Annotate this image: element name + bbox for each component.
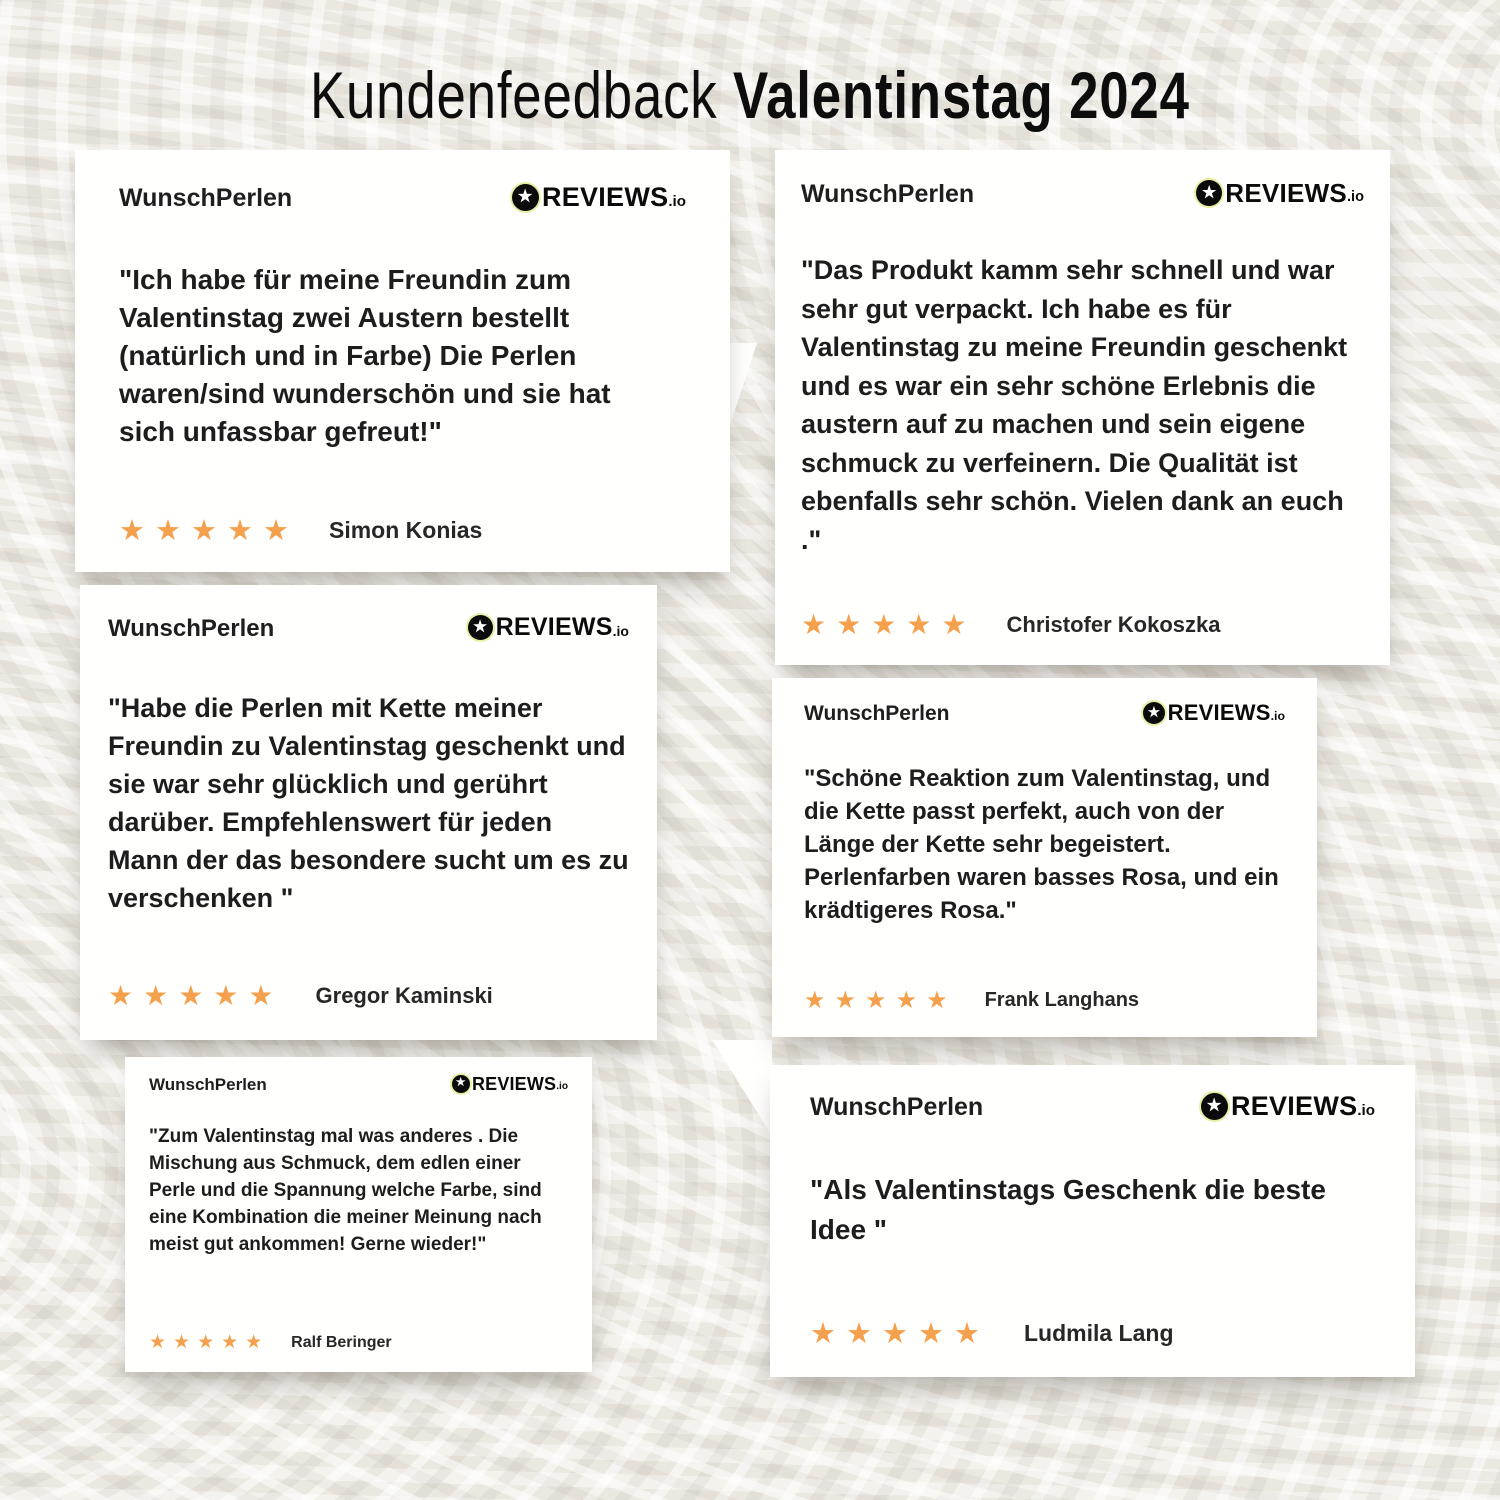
reviews-io-star-icon: ★ (1196, 180, 1222, 206)
reviews-io-star-icon: ★ (512, 184, 539, 211)
card-footer (119, 513, 482, 548)
reviews-io-logo (468, 615, 629, 640)
review-card (770, 1065, 1415, 1377)
card-footer (108, 979, 493, 1012)
card-header (810, 1093, 1375, 1122)
brand-name: WunschPerlen (810, 1093, 984, 1121)
reviews-io-wordmark: REVIEWS (541, 182, 669, 212)
reviews-io-star-icon: ★ (468, 615, 493, 640)
card-header (801, 180, 1364, 209)
review-card (80, 585, 657, 1040)
review-card (775, 150, 1390, 665)
reviewer-name: Christofer Kokoszka (1006, 611, 1221, 637)
star-rating: ★★★★★ (108, 980, 284, 1011)
reviews-io-tld: .io (668, 193, 686, 211)
page-title-bold: Valentinstag 2024 (733, 58, 1190, 133)
review-card (772, 678, 1317, 1037)
star-rating: ★★★★★ (810, 1318, 990, 1350)
reviews-io-logo (1196, 180, 1364, 206)
brand-name: WunschPerlen (804, 702, 950, 725)
brand-name: WunschPerlen (108, 615, 275, 642)
star-rating: ★★★★★ (119, 515, 299, 547)
reviews-io-wordmark: REVIEWS (1167, 700, 1271, 725)
card-footer (810, 1316, 1174, 1351)
review-text: "Zum Valentinstag mal was anderes . Die Mischung aus Schmuck, dem edlen einer Perle und die Spannung welche Farbe, sind eine Kombination die meiner Meinung nach meist gut ankommen! Gerne wieder!" (149, 1126, 542, 1255)
review-text: "Ich habe für meine Freundin zum Valentinstag zwei Austern bestellt (natürlich und in Farbe) Die Perlen waren/sind wunderschön und sie hat sich unfassbar gefreut!" (119, 264, 611, 447)
reviewer-name: Gregor Kaminski (315, 982, 493, 1008)
review-text: "Schöne Reaktion zum Valentinstag, und die Kette passt perfekt, auch von der Länge der Kette sehr begeistert. Perlenfarben waren basses Rosa, und ein krädtigeres Rosa." (804, 765, 1279, 924)
brand-name: WunschPerlen (801, 180, 975, 208)
page-title-normal: Kundenfeedback (310, 58, 734, 133)
bubble-tail (712, 1040, 772, 1136)
reviewer-name: Ludmila Lang (1024, 1320, 1174, 1346)
reviews-io-logo (1143, 702, 1285, 724)
reviews-io-tld: .io (556, 1080, 568, 1092)
reviewer-name: Ralf Beringer (291, 1333, 392, 1351)
review-text: "Habe die Perlen mit Kette meiner Freundin zu Valentinstag geschenkt und sie war sehr glücklich und gerührt darüber. Empfehlenswert für jeden Mann der das besondere sucht um es zu verschenken " (108, 693, 629, 913)
reviews-io-star-icon: ★ (1143, 702, 1165, 724)
card-header (119, 184, 686, 213)
reviewer-name: Frank Langhans (984, 989, 1140, 1011)
star-rating: ★★★★★ (801, 609, 977, 640)
star-rating: ★★★★★ (804, 987, 957, 1014)
reviews-io-tld: .io (1270, 709, 1285, 724)
review-text: "Das Produkt kamm sehr schnell und war sehr gut verpackt. Ich habe es für Valentinstag zu meine Freundin geschenkt und es war ein sehr schöne Erlebnis die austern auf zu machen und sein eigene schmuck zu verfeinern. Die Qualität ist ebenfalls sehr schön. Vielen dank an euch ." (801, 255, 1348, 555)
reviewer-name: Simon Konias (329, 517, 483, 543)
review-text: "Als Valentinstags Geschenk die beste Idee " (810, 1174, 1326, 1245)
card-footer (801, 608, 1220, 641)
card-footer (149, 1331, 392, 1354)
reviews-io-star-icon: ★ (1201, 1093, 1228, 1120)
brand-name: WunschPerlen (119, 184, 293, 212)
card-header (804, 702, 1285, 726)
card-footer (804, 986, 1139, 1015)
reviews-io-logo (452, 1075, 568, 1093)
review-card (75, 150, 730, 572)
brand-name: WunschPerlen (149, 1075, 267, 1094)
reviews-io-tld: .io (612, 623, 629, 640)
reviews-io-logo (1201, 1093, 1375, 1120)
star-rating: ★★★★★ (149, 1332, 270, 1353)
card-header (149, 1075, 568, 1095)
bubble-tail (728, 343, 757, 431)
reviews-io-wordmark: REVIEWS (471, 1074, 557, 1094)
reviews-io-tld: .io (1347, 188, 1364, 205)
card-header (108, 615, 629, 643)
reviews-io-logo (512, 184, 686, 211)
review-card (125, 1057, 592, 1372)
reviews-io-wordmark: REVIEWS (1225, 178, 1348, 208)
reviews-io-wordmark: REVIEWS (495, 613, 613, 641)
reviews-io-tld: .io (1357, 1102, 1375, 1120)
page-title (0, 57, 1500, 133)
reviews-io-star-icon: ★ (452, 1075, 470, 1093)
reviews-io-wordmark: REVIEWS (1230, 1091, 1358, 1121)
